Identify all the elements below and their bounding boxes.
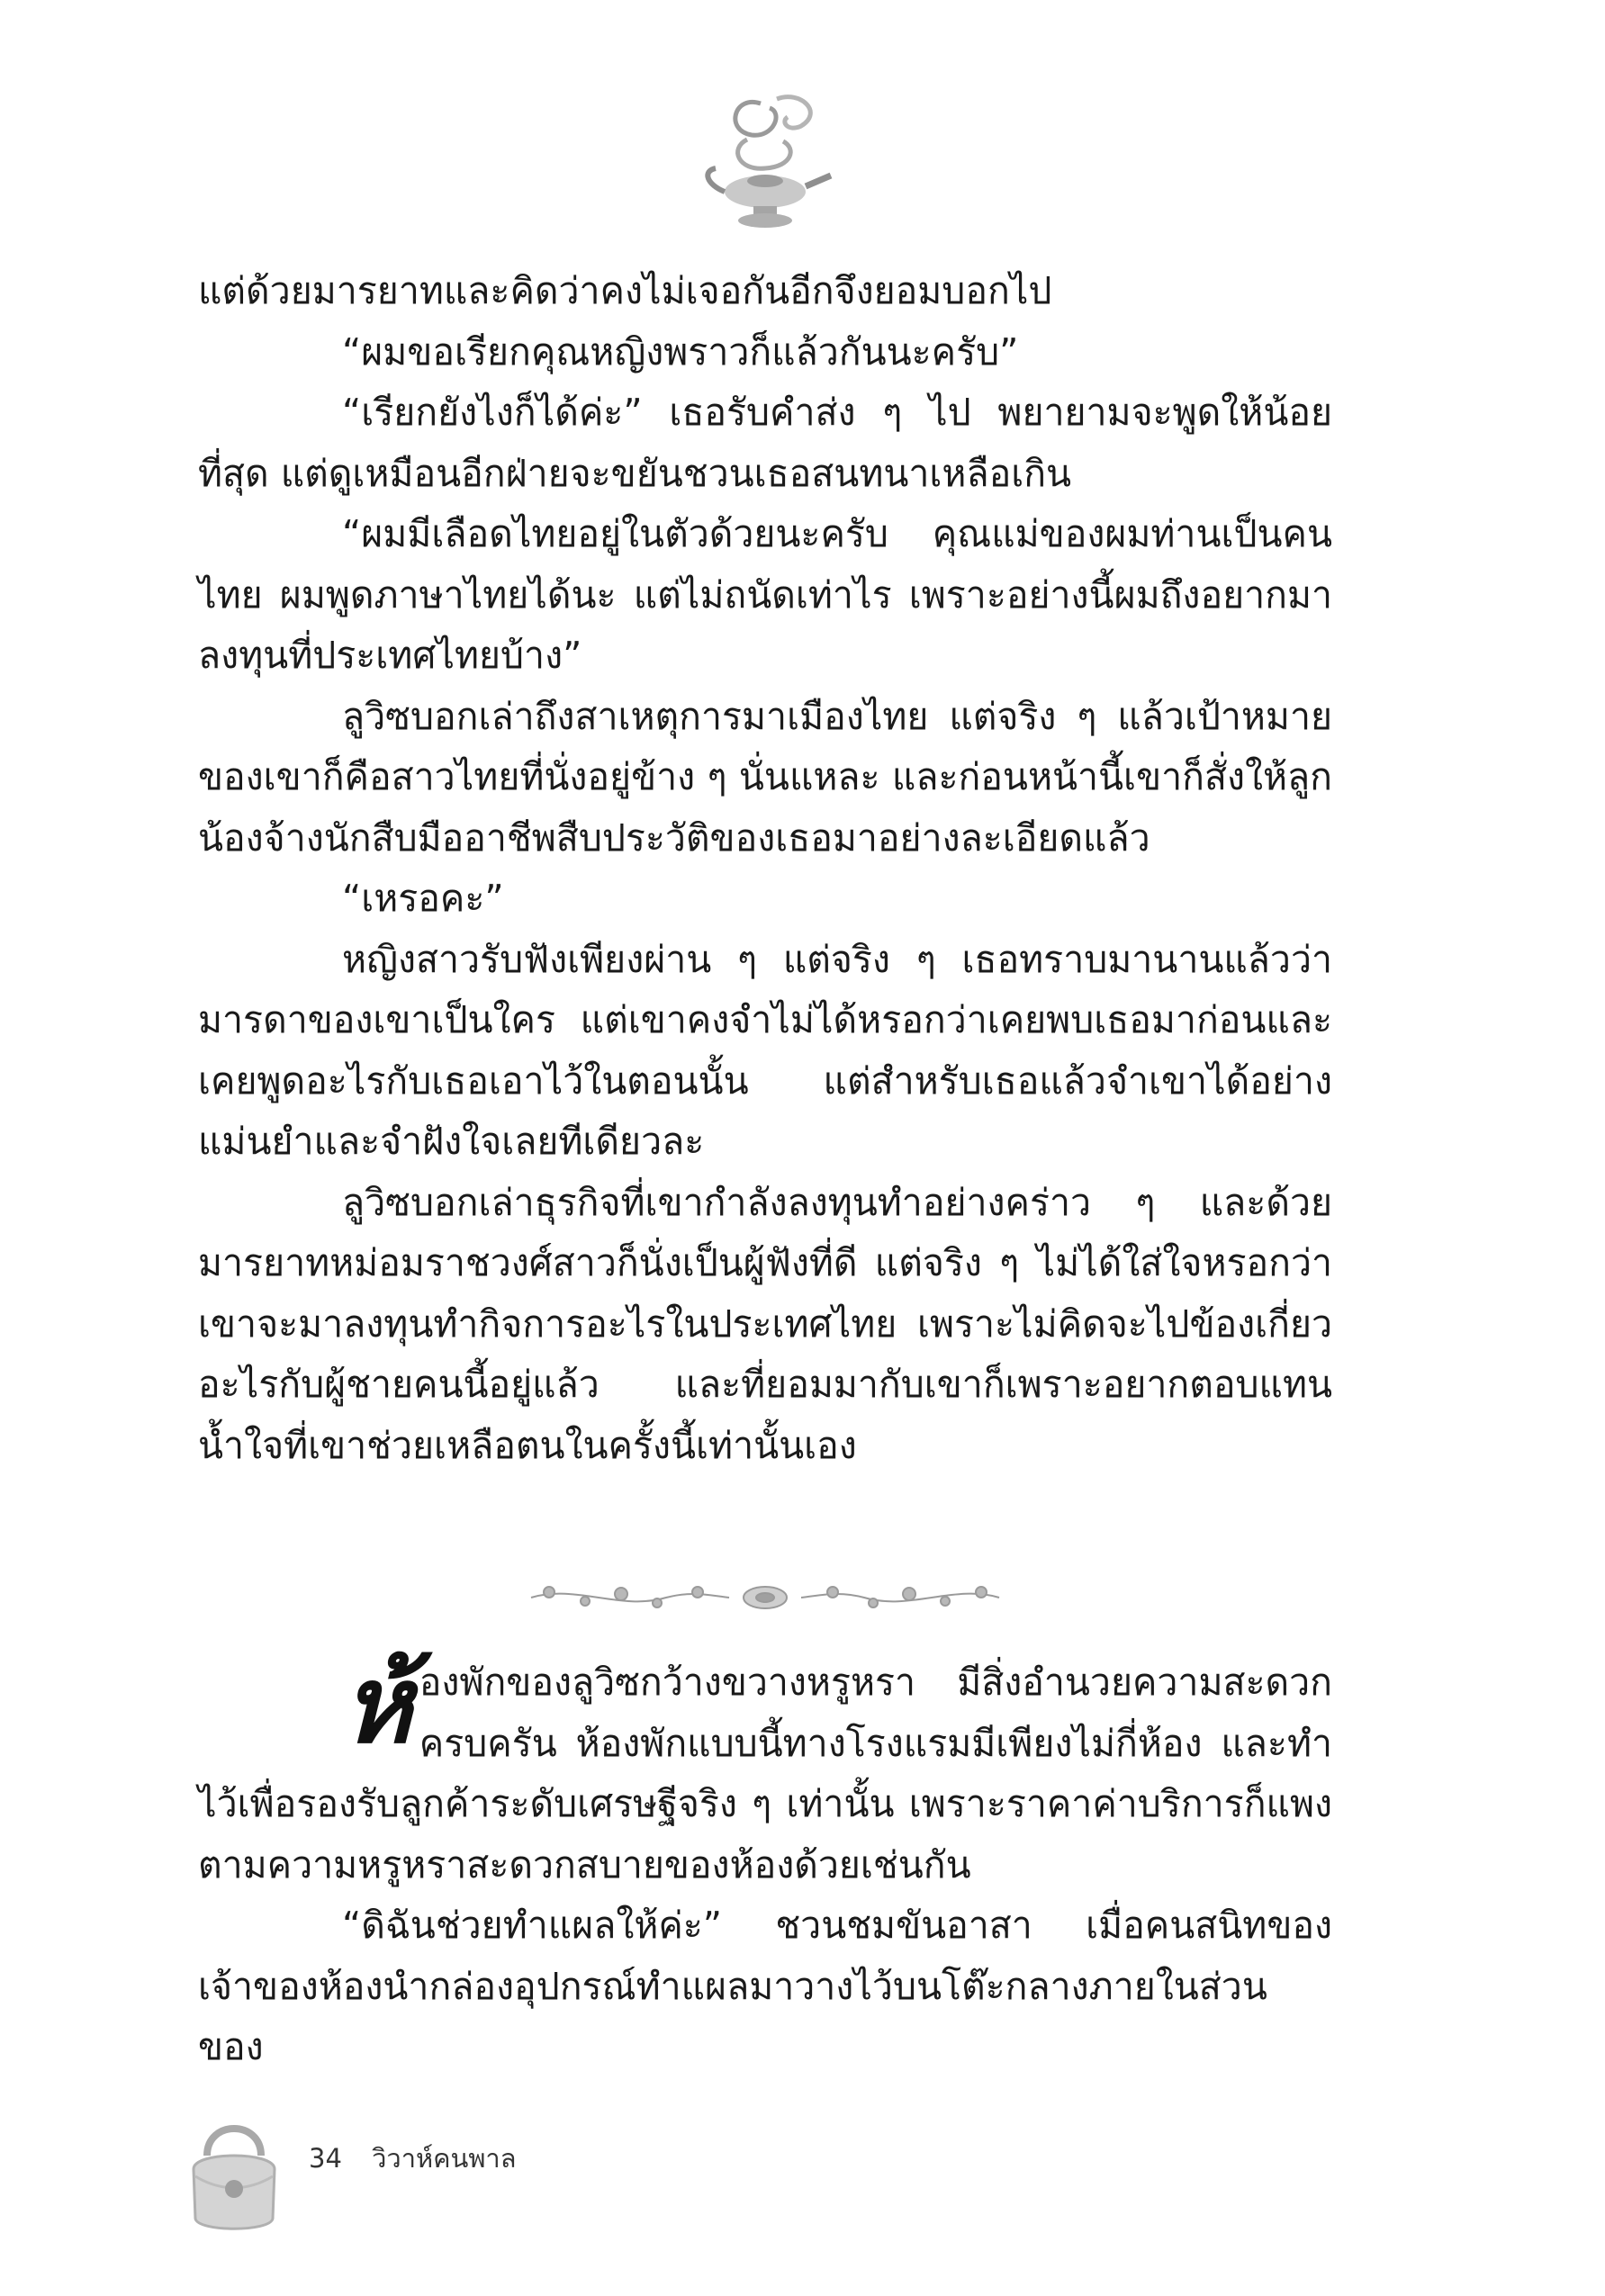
paragraph: “ผมขอเรียกคุณหญิงพราวก็แล้วกันนะครับ”	[342, 329, 1019, 374]
paragraph: ลูวิซบอกเล่าธุรกิจที่เขากำลังลงทุนทำอย่างคร่าว ๆ และด้วยมารยาทหม่อมราชวงศ์สาวก็นั่งเป็นผู้ฟังที่ดี แต่จริง ๆ ไม่ได้ใส่ใจหรอกว่าเขาจะมาลงทุนทำกิจการอะไรในประเทศไทย เพราะไม่คิดจะไปข้องเกี่ยวอะไรกับผู้ชายคนนี้อยู่แล้ว และที่ยอมมากับเขาก็เพราะอยากตอบแทนน้ำใจที่เขาช่วยเหลือตนในครั้งนี้เท่านั้นเอง	[198, 1180, 1332, 1467]
paragraph: “ผมมีเลือดไทยอยู่ในตัวด้วยนะครับ คุณแม่ของผมท่านเป็นคนไทย ผมพูดภาษาไทยได้นะ แต่ไม่ถนัดเท่าไร เพราะอย่างนี้ผมถึงอยากมาลงทุนที่ประเทศไทยบ้าง”	[198, 512, 1332, 677]
paragraph-text: องพักของลูวิซกว้างขวางหรูหรา มีสิ่งอำนวยความสะดวกครบครัน ห้องพักแบบนี้ทางโรงแรมมีเพียงไม่กี่ห้อง และทำไว้เพื่อรองรับลูกค้าระดับเศรษฐีจริง ๆ เท่านั้น เพราะราคาค่าบริการก็แพงตามความหรูหราสะดวกสบายของห้องด้วยเช่นกัน	[198, 1661, 1332, 1886]
main-text	[198, 261, 1332, 1476]
book-title: วิวาห์คนพาล	[372, 2143, 517, 2174]
genie-lamp-icon	[698, 86, 833, 239]
page-number: 34	[309, 2143, 342, 2174]
paragraph: “เหรอคะ”	[342, 877, 504, 920]
second-section	[198, 1620, 1332, 2078]
drop-cap: ห้	[342, 1642, 412, 1767]
floral-divider-icon	[522, 1571, 1008, 1625]
paragraph: แต่ด้วยมารยาทและคิดว่าคงไม่เจอกันอีกจึงยอมบอกไป	[198, 269, 1052, 312]
page-footer	[309, 2138, 517, 2179]
paragraph: ลูวิซบอกเล่าถึงสาเหตุการมาเมืองไทย แต่จริง ๆ แล้วเป้าหมายของเขาก็คือสาวไทยที่นั่งอยู่ข้าง ๆ นั่นแหละ และก่อนหน้านี้เขาก็สั่งให้ลูกน้องจ้างนักสืบมืออาชีพสืบประวัติของเธอมาอย่างละเอียดแล้ว	[198, 694, 1332, 860]
paragraph: “ดิฉันช่วยทำแผลให้ค่ะ” ชวนชมขันอาสา เมื่อคนสนิทของเจ้าของห้องนำกล่องอุปกรณ์ทำแผลมาวางไว้บนโต๊ะกลางภายในส่วนของ	[198, 1904, 1332, 2068]
paragraph-with-dropcap	[198, 1620, 1332, 1895]
paragraph: หญิงสาวรับฟังเพียงผ่าน ๆ แต่จริง ๆ เธอทราบมานานแล้วว่ามารดาของเขาเป็นใคร แต่เขาคงจำไม่ได้หรอกว่าเคยพบเธอมาก่อนและเคยพูดอะไรกับเธอเอาไว้ในตอนนั้น แต่สำหรับเธอแล้วจำเขาได้อย่างแม่นยำและจำฝังใจเลยทีเดียวละ	[198, 937, 1332, 1163]
handbag-icon	[185, 2106, 284, 2241]
paragraph: “เรียกยังไงก็ได้ค่ะ” เธอรับคำส่ง ๆ ไป พยายามจะพูดให้น้อยที่สุด แต่ดูเหมือนอีกฝ่ายจะขยันชวนเธอสนทนาเหลือเกิน	[198, 391, 1332, 495]
